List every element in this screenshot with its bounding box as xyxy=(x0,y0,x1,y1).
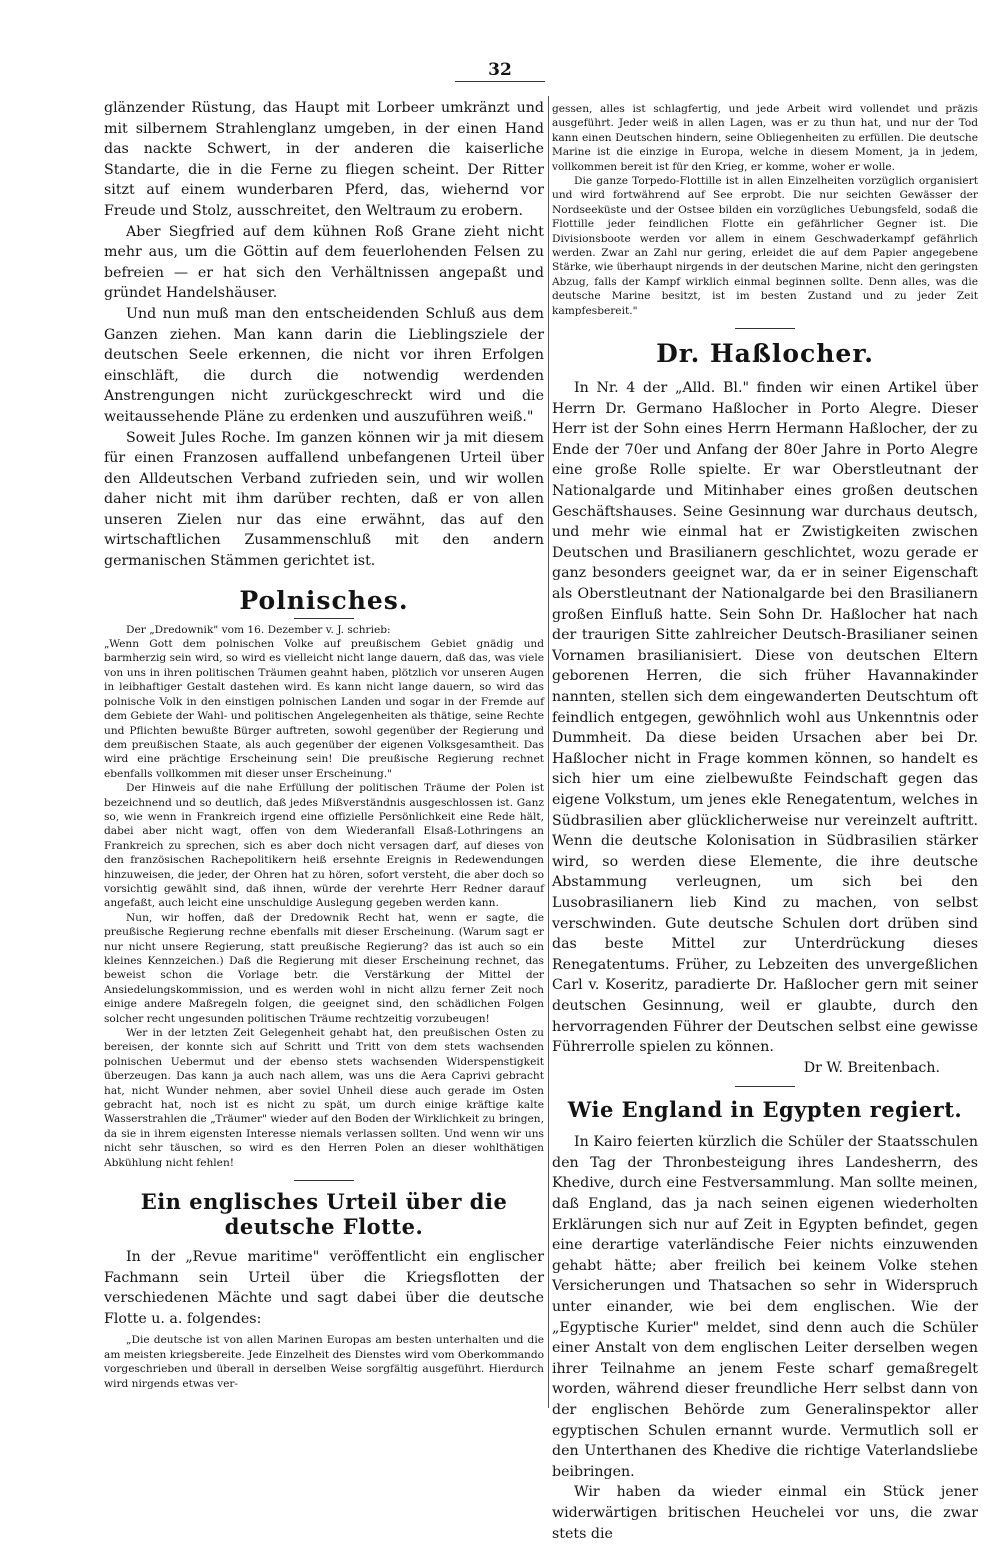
flotte-section xyxy=(104,1247,544,1391)
flotte-continuation-paragraph-2: Die ganze Torpedo-Flottille ist in allen Einzelheiten vorzüglich organisiert und wird fortwährend auf See erprobt. Die nur seichten Gewässer der Nordseeküste und der Ostsee bilden ein vorzügliches Uebungsfeld, sodaß die Flottille jeder feindlichen Flotte ein gefährlicher Gegner ist. Die Divisionsboote werden vor allem in einem Geschwaderkampf gefährlich werden. Zwar an Zahl nur gering, erleidet die auf dem Papier angegebene Stärke, wie überhaupt nirgends in der deutschen Marine, nicht den geringsten Abzug, falls der Kampf wirklich einmal beginnen sollte. Denn alles, was die deutsche Marine besitzt, ist im besten Zustand und zu jeder Zeit kampfesbereit." xyxy=(552,175,978,317)
intro-section xyxy=(104,98,544,572)
page-number: 32 xyxy=(0,60,1000,82)
hasslocher-heading: Dr. Haßlocher. xyxy=(656,339,874,369)
section-rule xyxy=(735,1086,795,1087)
column-divider xyxy=(548,96,549,1408)
england-paragraph-2: Wir haben da wieder einmal ein Stück jener widerwärtigen britischen Heuchelei vor uns, die zwar stets die xyxy=(552,1484,978,1542)
polnisches-heading: Polnisches. xyxy=(239,585,409,615)
intro-paragraph-2: Aber Siegfried auf dem kühnen Roß Grane zieht nicht mehr aus, um die Göttin auf dem feuerlohenden Felsen zu befreien — er hat sich den Verhältnissen angepaßt und gründet Handelshäuser. xyxy=(104,223,544,302)
flotte-continuation xyxy=(552,98,978,318)
section-rule xyxy=(294,1180,354,1181)
polnisches-paragraph-3: Der Hinweis auf die nahe Erfüllung der politischen Träume der Polen ist bezeichnend und so deutlich, daß jedes Mißverständnis ausgeschlossen ist. Ganz so, wie wenn in Frankreich irgend eine offizielle Persönlichkeit eine Rede hält, dabei aber nicht wagt, offen von dem Wiederanfall Elsaß-Lothringens an Frankreich zu sprechen, sich es aber doch nicht versagen darf, auf dieses von den französischen Rachepolitikern heiß ersehnte Ereignis in Redewendungen hinzuweisen, die jeder, der Ohren hat zu hören, sofort versteht, die aber doch so vorsichtig gewählt sind, daß ihnen, würde der verehrte Herr Redner darauf angefaßt, auch leicht eine unschuldige Auslegung gegeben werden kann. xyxy=(104,782,544,910)
right-column xyxy=(552,98,978,1544)
intro-paragraph-4: Soweit Jules Roche. Im ganzen können wir ja mit diesem für einen Franzosen auffallend unbefangenen Urteil über den Alldeutschen Verband zufrieden sein, und wir wollen daher nicht mit ihm darüber rechten, daß er von allen unseren Zielen nur das eine erwähnt, das auf den wirtschaftlichen Zusammenschluß mit den andern germanischen Stämmen gerichtet ist. xyxy=(104,429,544,570)
polnisches-paragraph-5: Wer in der letzten Zeit Gelegenheit gehabt hat, den preußischen Osten zu bereisen, der konnte sich auf Schritt und Tritt von dem stets wachsenden polnischen Uebermut und der ebenso stets wachsenden Widerspenstigkeit überzeugen. Das kann ja auch nach allem, was uns die Aera Caprivi gebracht hat, nicht Wunder nehmen, aber soviel Unheil diese auch gerade im Osten gebracht hat, noch ist es nicht zu spät, um durch einige kräftige kalte Wasserstrahlen die „Träumer" wieder auf den Boden der Wirklichkeit zu bringen, da sie in ihrem eigensten Interesse niemals verlassen sollten. Und wenn wir uns nicht sehr täuschen, so wird es den Herren Polen an dieser wohlthätigen Abkühlung nicht fehlen! xyxy=(104,1027,544,1169)
hasslocher-section xyxy=(552,378,978,1078)
england-heading: Wie England in Egypten regiert. xyxy=(567,1097,963,1123)
intro-paragraph-3: Und nun muß man den entscheidenden Schluß aus dem Ganzen ziehen. Man kann darin die Lieblingsziele der deutschen Seele erkennen, die nicht vor ihren Erfolgen einschläft, die durch die notwendig werdenden Anstrengungen nicht zurückgeschreckt wird und die weitaussehende Pläne zu erdenken und auszuführen weiß." xyxy=(104,305,544,425)
polnisches-section xyxy=(104,623,544,1170)
heading-rule xyxy=(294,618,354,619)
england-paragraph-1: In Kairo feierten kürzlich die Schüler der Staatsschulen den Tag der Thronbesteigung ihres Landesherrn, des Khedive, durch eine Festversammlung. Man sollte meinen, daß England, das ja nach seinen eigenen wiederholten Erklärungen sich nur auf Zeit in Egypten befindet, gegen eine derartige vaterländische Feier nichts einzuwenden gehabt hätte; aber freilich bei keinem Volke stehen Versicherungen und Thatsachen so sehr in Widerspruch unter einander, wie bei dem englischen. Wie der „Egyptische Kurier" meldet, sind denn auch die Schüler einer Anstalt von dem englischen Leiter derselben wegen ihrer Teilnahme an jenem Feste scharf gemaßregelt worden, während dieser freundliche Herr selbst dann von der englischen Behörde zum Generalinspektor aller egyptischen Schulen ernannt wurde. Vermutlich soll er den Unterthanen des Khedive die richtige Vaterlandsliebe beibringen. xyxy=(552,1134,978,1480)
flotte-quote: „Die deutsche ist von allen Marinen Europas am besten unterhalten und die am meisten kriegsbereite. Jede Einzelheit des Dienstes wird vom Oberkommando vorgeschrieben und überall in derselben Weise sorgfältig ausgeführt. Hierdurch wird nirgends etwas ver- xyxy=(104,1334,544,1390)
flotte-heading: Ein englisches Urteil über die deutsche Flotte. xyxy=(140,1189,508,1240)
flotte-continuation-paragraph-1: gessen, alles ist schlagfertig, und jede Arbeit wird vollendet und präzis ausgeführt. Jeder weiß in allen Lagen, was er zu thun hat, und nur der Tod kann einen Deutschen hindern, seine Obliegenheiten zu erfüllen. Die deutsche Marine ist die einzige in Europa, welche in diesem Moment, ja in jedem, vollkommen bereit ist für den Krieg, er komme, woher er wolle. xyxy=(552,103,978,173)
section-rule xyxy=(735,328,795,329)
flotte-intro: In der „Revue maritime" veröffentlicht ein englischer Fachmann sein Urteil über die Kriegsflotten der verschiedenen Mächte und sagt dabei über die deutsche Flotte u. a. folgendes: xyxy=(104,1249,544,1327)
polnisches-paragraph-2: „Wenn Gott dem polnischen Volke auf preußischem Gebiet gnädig und barmherzig sein wird, so wird es vielleicht nicht lange dauern, daß das, was viele von uns in ihren politischen Träumen geahnt haben, plötzlich vor unseren Augen in leibhaftiger Gestalt dastehen wird. Es kann nicht lange dauern, so wird das polnische Volk in den einstigen polnischen Landen und sogar in der Fremde auf dem Gebiete der Wahl- und politischen Angelegenheiten als thätige, seine Rechte und Pflichten bewußte Bürger auftreten, sowohl gegenüber der Regierung und dem preußischen Staate, als auch gegenüber der eigenen Volksgesamtheit. Das wird eine prächtige Erscheinung sein! Die preußische Regierung rechnet ebenfalls vollkommen mit dieser unser Erscheinung." xyxy=(104,638,544,780)
england-section xyxy=(552,1132,978,1544)
signature: Dr W. Breitenbach. xyxy=(803,1059,940,1076)
polnisches-paragraph-4: Nun, wir hoffen, daß der Dredownik Recht hat, wenn er sagte, die preußische Regierung rechne ebenfalls mit dieser Erscheinung. (Warum sagt er nur nicht unsere Regierung, statt preußische Regierung? das ist auch so ein kleines Kennzeichen.) Daß die Regierung mit dieser Erscheinung rechnet, das beweist schon die Vorlage betr. die Verstärkung der Mittel der Ansiedelungskommission, und es werden wohl in nicht allzu ferner Zeit noch einige andere Maßregeln folgen, die geeignet sind, den schädlichen Folgen solcher recht ungesunden politischen Träume rechtzeitig vorzubeugen! xyxy=(104,911,544,1025)
polnisches-paragraph-1: Der „Dredownik" vom 16. Dezember v. J. schrieb: xyxy=(126,623,391,636)
left-column xyxy=(104,98,544,1391)
intro-paragraph-1: glänzender Rüstung, das Haupt mit Lorbeer umkränzt und mit silbernem Strahlenglanz umgeben, in der einen Hand das nackte Schwert, in der anderen die kaiserliche Standarte, die in die Ferne zu fliegen scheint. Der Ritter sitzt auf einem wunderbaren Pferd, das, wiehernd vor Freude und Stolz, ausschreitet, den Weltraum zu erobern. xyxy=(104,100,544,219)
hasslocher-paragraph: In Nr. 4 der „Alld. Bl." finden wir einen Artikel über Herrn Dr. Germano Haßlocher in Porto Alegre. Dieser Herr ist der Sohn eines Herrn Hermann Haßlocher, der zu Ende der 70er und Anfang der 80er Jahre in Porto Alegre eine große Rolle spielte. Er war Oberstleutnant der Nationalgarde und Mitinhaber eines großen deutschen Geschäftshauses. Seine Gesinnung war durchaus deutsch, und mehr wie einmal hat er Zwistigkeiten zwischen Deutschen und Brasilianern geschlichtet, wozu gerade er ganz besonders geeignet war, da er in seiner Eigenschaft als Oberstleutnant der Nationalgarde bei den Brasilianern großen Einfluß hatte. Sein Sohn Dr. Haßlocher hat nach der traurigen Sitte zahlreicher Deutsch-Brasilianer seinen Vornamen brasilianisiert. Diese von deutschen Eltern geborenen Herren, die sich früher Havannakinder nannten, stellen sich dem eingewanderten Deutschtum oft feindlich entgegen, gewöhnlich wohl aus Unkenntnis oder Dummheit. Da diese beiden Ursachen aber bei Dr. Haßlocher nicht in Frage kommen können, so handelt es sich hier um eine zielbewußte Feindschaft gegen das eigene Volkstum, um jenes ekle Renegatentum, welches in Südbrasilien aber glücklicherweise nur vereinzelt auftritt. Wenn die deutsche Kolonisation in Südbrasilien stärker wird, so werden diese Elemente, die ihre deutsche Abstammung verleugnen, um sich bei den Lusobrasilianern lieb Kind zu machen, von selbst verschwinden. Gute deutsche Schulen dort drüben sind das beste Mittel zur Unterdrückung dieses Renegatentums. Früher, zu Lebzeiten des unvergeßlichen Carl v. Koseritz, paradierte Dr. Haßlocher gern mit seiner deutschen Gesinnung, weil er glaubte, durch den hervorragenden Führer der Deutschen selbst eine gewisse Führerrolle spielen zu können. xyxy=(552,380,978,1056)
